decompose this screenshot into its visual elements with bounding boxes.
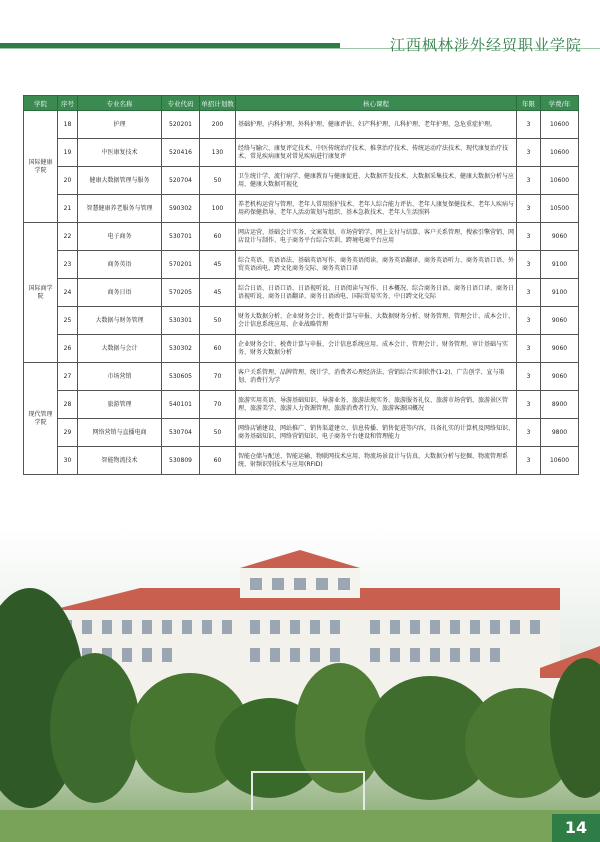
campus-photo <box>0 528 600 842</box>
core-courses: 财务大数据分析、企业财务会计、税费计算与申报、大数据财务分析、财务管理、管理会计、成本会计、会计信息系统应用、企业战略管理 <box>236 307 517 335</box>
fee: 9800 <box>541 419 579 447</box>
fee: 9100 <box>541 251 579 279</box>
col-header-years: 年限 <box>517 96 541 111</box>
core-courses: 经络与腧穴、康复评定技术、中医传统治疗技术、推拿治疗技术、传统运动疗法技术、现代康复治疗技术、常见疾病康复对常见疾病进行康复评 <box>236 139 517 167</box>
plan-count: 50 <box>200 419 236 447</box>
major-code: 530701 <box>162 223 200 251</box>
enrollment-table <box>23 95 579 475</box>
core-courses: 网络店铺建设、网站推广、销售渠道建立、信息传播、销售促进等内容，具备扎实的计算机及网络知识、商务基础知识、网络营销知识、电子商务平台建设和管理能力 <box>236 419 517 447</box>
years: 3 <box>517 307 541 335</box>
plan-count: 130 <box>200 139 236 167</box>
fee: 9060 <box>541 363 579 391</box>
core-courses: 基础护理、内科护理、外科护理、健康评估、妇产科护理、儿科护理、老年护理、急危重症护理。 <box>236 111 517 139</box>
core-courses: 卫生统计学、流行病学、健康教育与健康促进、大数据开发技术、大数据采集技术、健康大数据分析与应用、健康大数据可视化 <box>236 167 517 195</box>
fee: 9060 <box>541 335 579 363</box>
row-no: 28 <box>58 391 78 419</box>
plan-count: 50 <box>200 307 236 335</box>
page-title: 江西枫林涉外经贸职业学院 <box>389 36 582 54</box>
sports-field <box>0 810 600 842</box>
major-name: 商务英语 <box>78 251 162 279</box>
plan-count: 200 <box>200 111 236 139</box>
major-code: 590302 <box>162 195 200 223</box>
plan-count: 45 <box>200 251 236 279</box>
years: 3 <box>517 223 541 251</box>
row-no: 23 <box>58 251 78 279</box>
table-row <box>24 447 579 475</box>
years: 3 <box>517 167 541 195</box>
fee: 10600 <box>541 167 579 195</box>
plan-count: 50 <box>200 167 236 195</box>
years: 3 <box>517 251 541 279</box>
college-cell: 现代管理学院 <box>24 363 58 475</box>
core-courses: 客户关系管理、品牌管理、统计学、消费者心理经济法、营销综合实训软件(1-2)、广告创学、宣与策划、消费行为学 <box>236 363 517 391</box>
row-no: 22 <box>58 223 78 251</box>
table-row <box>24 223 579 251</box>
col-header-fee: 学费/年 <box>541 96 579 111</box>
major-code: 530605 <box>162 363 200 391</box>
major-code: 520201 <box>162 111 200 139</box>
major-code: 530704 <box>162 419 200 447</box>
row-no: 26 <box>58 335 78 363</box>
major-code: 570201 <box>162 251 200 279</box>
major-code: 520704 <box>162 167 200 195</box>
major-name: 电子商务 <box>78 223 162 251</box>
col-header-college: 学院 <box>24 96 58 111</box>
table-header-row <box>24 96 579 111</box>
major-code: 540101 <box>162 391 200 419</box>
row-no: 21 <box>58 195 78 223</box>
fee: 10600 <box>541 447 579 475</box>
core-courses: 养老机构运营与管理、老年人常用照护技术、老年人综合能力评估、老年人康复保健技术、老年人疾病与用药保健指导、老年人活动策划与组织、基本急救技术、老年人生活照料 <box>236 195 517 223</box>
col-header-core: 核心课程 <box>236 96 517 111</box>
plan-count: 60 <box>200 335 236 363</box>
table-row <box>24 251 579 279</box>
years: 3 <box>517 447 541 475</box>
campus-illustration <box>0 528 600 842</box>
fee: 9060 <box>541 307 579 335</box>
table-row <box>24 363 579 391</box>
plan-count: 70 <box>200 363 236 391</box>
row-no: 20 <box>58 167 78 195</box>
core-courses: 综合日语、日语口语、日语视听说、日语阅读与写作、日本概况、综合商务日语、商务日语口译、商务日语视听说、商务日语翻译、商务日语函电、国际贸易实务、中日跨文化交际 <box>236 279 517 307</box>
plan-count: 60 <box>200 223 236 251</box>
major-name: 大数据与会计 <box>78 335 162 363</box>
col-header-code: 专业代码 <box>162 96 200 111</box>
years: 3 <box>517 419 541 447</box>
row-no: 29 <box>58 419 78 447</box>
years: 3 <box>517 363 541 391</box>
major-code: 530809 <box>162 447 200 475</box>
core-courses: 旅游实用英语、导游基础知识、导游业务、旅游法规实务、旅游服务礼仪、旅游市场营销、旅游景区管理、旅游美学、旅游人力资源管理、旅游消费者行为、旅游客源国概况 <box>236 391 517 419</box>
core-courses: 网店运营、基础会计实务、文案策划、市场营销学、网上支付与结算、客户关系管理、搜索引擎营销、网店设计与制作、电子商务平台综合实训、跨境电商平台应用 <box>236 223 517 251</box>
major-name: 商务日语 <box>78 279 162 307</box>
major-name: 智慧健康养老服务与管理 <box>78 195 162 223</box>
fee: 10600 <box>541 111 579 139</box>
plan-count: 70 <box>200 391 236 419</box>
major-name: 市场营销 <box>78 363 162 391</box>
table-row <box>24 419 579 447</box>
plan-count: 100 <box>200 195 236 223</box>
col-header-no: 序号 <box>58 96 78 111</box>
years: 3 <box>517 139 541 167</box>
row-no: 27 <box>58 363 78 391</box>
table-row <box>24 111 579 139</box>
row-no: 19 <box>58 139 78 167</box>
major-name: 网络营销与直播电商 <box>78 419 162 447</box>
table-row <box>24 279 579 307</box>
table-row <box>24 391 579 419</box>
major-name: 护理 <box>78 111 162 139</box>
fee: 9100 <box>541 279 579 307</box>
table-row <box>24 335 579 363</box>
major-name: 中医康复技术 <box>78 139 162 167</box>
fee: 10600 <box>541 139 579 167</box>
col-header-name: 专业名称 <box>78 96 162 111</box>
row-no: 18 <box>58 111 78 139</box>
row-no: 25 <box>58 307 78 335</box>
col-header-plan: 单招计划数 <box>200 96 236 111</box>
major-code: 530301 <box>162 307 200 335</box>
plan-count: 60 <box>200 447 236 475</box>
college-cell: 国际商学院 <box>24 223 58 363</box>
major-name: 大数据与财务管理 <box>78 307 162 335</box>
table-row <box>24 139 579 167</box>
major-code: 520416 <box>162 139 200 167</box>
table-row <box>24 195 579 223</box>
major-name: 旅游管理 <box>78 391 162 419</box>
major-name: 健康大数据管理与服务 <box>78 167 162 195</box>
fee: 10500 <box>541 195 579 223</box>
plan-count: 45 <box>200 279 236 307</box>
row-no: 30 <box>58 447 78 475</box>
years: 3 <box>517 335 541 363</box>
college-cell: 国际健康学院 <box>24 111 58 223</box>
core-courses: 企业财务会计、税费计算与申报、会计信息系统应用、成本会计、管理会计、财务管理、审计基础与实务、财务大数据分析 <box>236 335 517 363</box>
years: 3 <box>517 111 541 139</box>
page-number: 14 <box>552 814 600 842</box>
table-row <box>24 307 579 335</box>
fee: 8900 <box>541 391 579 419</box>
fee: 9060 <box>541 223 579 251</box>
core-courses: 综合英语、英语语法、基础英语写作、商务英语阅读、商务英语翻译、商务英语听力、商务英语口语、外贸英语函电、跨文化商务交际、商务英语口译 <box>236 251 517 279</box>
years: 3 <box>517 391 541 419</box>
years: 3 <box>517 195 541 223</box>
core-courses: 智能仓储与配送、智能运输、物联网技术应用、物流场景设计与仿真、大数据分析与挖掘、物流管理系统、射频识别技术与应用(RFID) <box>236 447 517 475</box>
years: 3 <box>517 279 541 307</box>
table-row <box>24 167 579 195</box>
major-name: 智能物流技术 <box>78 447 162 475</box>
major-code: 570205 <box>162 279 200 307</box>
major-code: 530302 <box>162 335 200 363</box>
row-no: 24 <box>58 279 78 307</box>
